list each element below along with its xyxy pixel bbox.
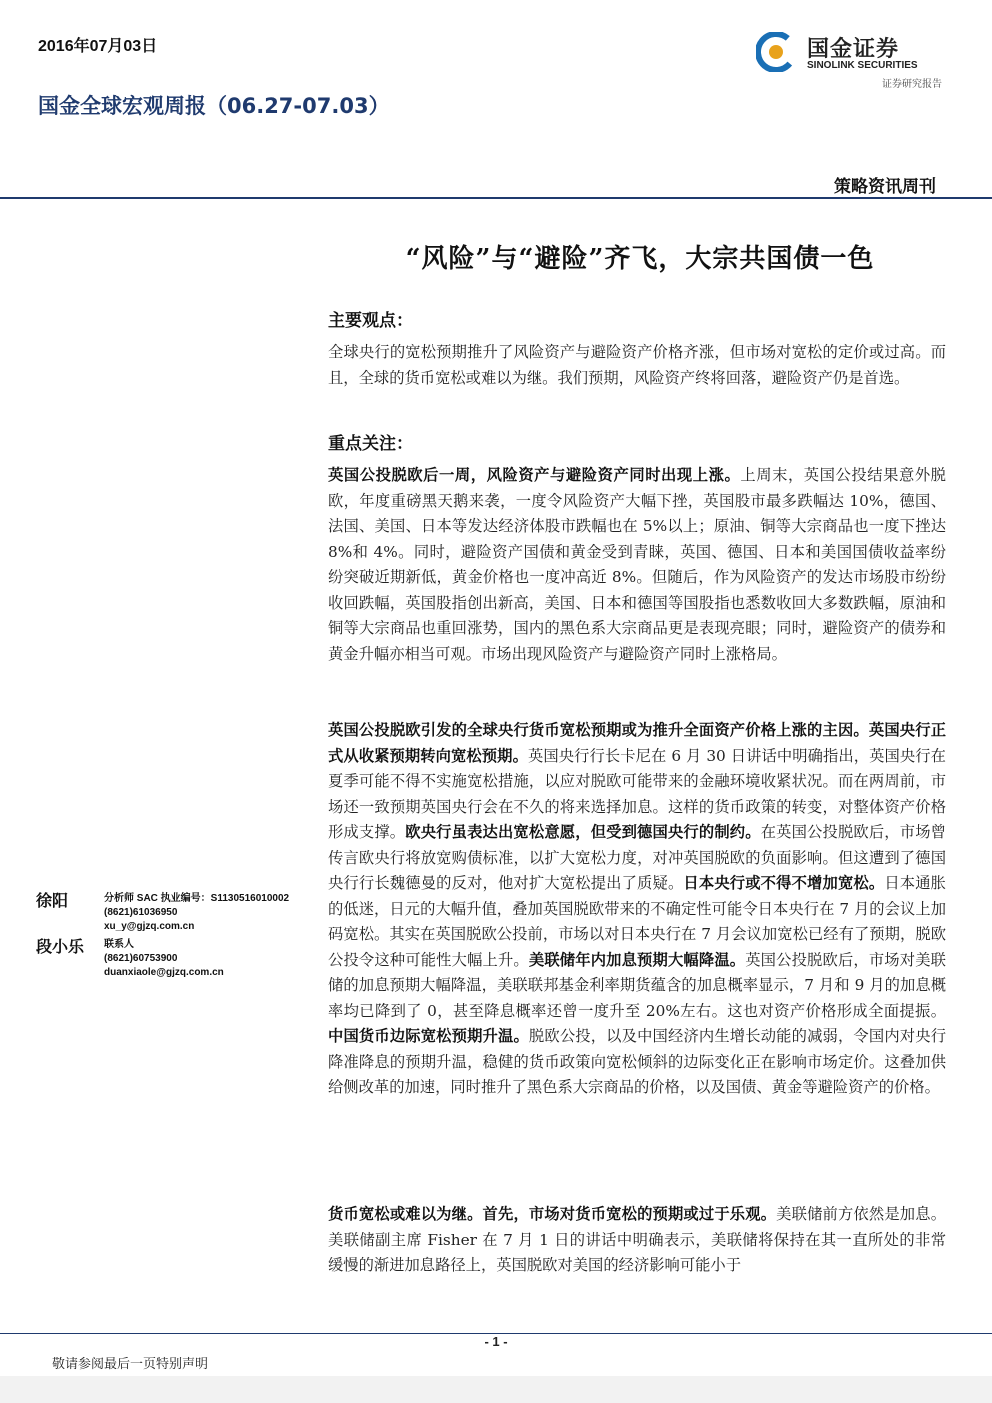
author-email: duanxiaole@gjzq.com.cn [104,967,224,978]
header-divider [0,197,992,199]
page-number: - 1 - [484,1334,508,1349]
report-date: 2016年07月03日 [38,38,158,55]
author-phone: (8621)61036950 [104,907,178,918]
focus-heading: 重点关注： [328,434,413,454]
logo-subtitle: 证券研究报告 [882,79,942,90]
paragraph-2-body-3: 日本通胀的低迷，日元的大幅升值，叠加英国脱欧带来的不确定性可能令日本央行在 7 月的会议上加码宽松。其实在英国脱欧公投前，市场以对日本央行在 7 月会议加宽松已经有了预期，脱欧公投令这种可能性大幅上升。 [328,874,946,969]
paragraph-3 [328,1202,946,1279]
paragraph-2-body-5: 脱欧公投，以及中国经济内生增长动能的减弱，令国内对央行降准降息的预期升温，稳健的货币政策向宽松倾斜的边际变化正在影响市场定价。这叠加供给侧改革的加速，同时推升了黑色系大宗商品的价格，以及国债、黄金等避险资产的价格。 [328,1027,946,1096]
paragraph-2-lead-4: 美联储年内加息预期大幅降温。 [528,950,746,969]
main-view-text: 全球央行的宽松预期推升了风险资产与避险资产价格齐涨，但市场对宽松的定价或过高。而且，全球的货币宽松或难以为继。我们预期，风险资产终将回落，避险资产仍是首选。 [328,343,946,387]
logo-name-cn: 国金证券 [807,37,900,62]
paragraph-1-lead: 英国公投脱欧后一周，风险资产与避险资产同时出现上涨。 [328,466,741,484]
paragraph-1 [328,463,946,667]
paragraph-2-body-4: 英国公投脱欧后，市场对美联储的加息预期大幅降温，美联联邦基金利率期货蕴含的加息概率显示，7 月和 9 月的加息概率均已降到了 0，甚至降息概率还曾一度升至 20%左右。这也对资产价格形成全面提振。 [328,950,946,1020]
report-title: 国金全球宏观周报（06.27-07.03） [38,94,390,118]
author-phone: (8621)60753900 [104,953,178,964]
author-entry [36,934,316,980]
paragraph-2-lead-1: 英国公投脱欧引发的全球央行货币宽松预期或为推升全面资产价格上涨的主因。英国央行正式从收紧预期转向宽松预期。 [328,721,946,765]
company-logo [752,30,952,92]
footer-band [0,1376,992,1403]
headline: “风险”与“避险”齐飞，大宗共国债一色 [405,244,875,274]
paragraph-2-lead-3: 日本央行或不得不增加宽松。 [683,874,885,892]
author-credential: 分析师 SAC 执业编号：S1130516010002 [104,893,290,904]
report-category: 策略资讯周刊 [834,177,936,197]
paragraph-3-lead: 货币宽松或难以为继。首先，市场对货币宽松的预期或过于乐观。 [328,1205,777,1223]
paragraph-2 [328,718,946,1101]
paragraph-2-lead-2: 欧央行虽表达出宽松意愿，但受到德国央行的制约。 [405,823,761,841]
author-name: 徐阳 [36,891,69,910]
paragraph-2-body-2: 在英国公投脱欧后，市场曾传言欧央行将放宽购债标准，以扩大宽松力度，对冲英国脱欧的负面影响。但这遭到了德国央行行长魏德曼的反对，他对扩大宽松提出了质疑。 [328,823,946,892]
author-credential: 联系人 [104,939,134,950]
logo-name-en: SINOLINK SECURITIES [807,60,918,71]
author-contact [104,938,224,980]
author-name: 段小乐 [36,937,85,956]
sinolink-logo-icon [756,32,796,72]
main-view-heading: 主要观点： [328,311,413,331]
paragraph-3-body: 美联储前方依然是加息。美联储副主席 Fisher 在 7 月 1 日的讲话中明确表示，美联储将保持在其一直所处的非常缓慢的渐进加息路径上，英国脱欧对美国的经济影响可能小于 [328,1205,946,1274]
paragraph-1-body: 上周末，英国公投结果意外脱欧，年度重磅黑天鹅来袭，一度令风险资产大幅下挫，英国股市最多跌幅达 10%，德国、法国、美国、日本等发达经济体股市跌幅也在 5%以上；原油、铜等大宗商品也一度下挫达 8%和 4%。同时，避险资产国债和黄金受到青睐，英国、德国、日本和美国国债收益率纷纷突破近期新低，黄金价格也一度冲高近 8%。但随后，作为风险资产的发达市场股市纷纷收回跌幅，英国股指创出新高，美国、日本和德国等国股指也悉数收回大多数跌幅，原油和铜等大宗商品也重回涨势，国内的黑色系大宗商品更是表现亮眼；同时，避险资产的债券和黄金升幅亦相当可观。市场出现风险资产与避险资产同时上涨格局。 [328,466,946,663]
footer-disclaimer: 敬请参阅最后一页特别声明 [52,1357,209,1372]
paragraph-2-body-1: 英国央行行长卡尼在 6 月 30 日讲话中明确指出，英国央行在夏季可能不得不实施宽松措施，以应对脱欧可能带来的金融环境收紧状况。而在两周前，市场还一致预期英国央行会在不久的将来选择加息。这样的货币政策的转变，对整体资产价格形成支撑。 [328,746,946,841]
author-entry [36,888,316,934]
author-block [36,888,316,980]
author-email: xu_y@gjzq.com.cn [104,921,195,932]
author-contact [104,892,289,934]
paragraph-2-lead-5: 中国货币边际宽松预期升温。 [328,1027,529,1045]
